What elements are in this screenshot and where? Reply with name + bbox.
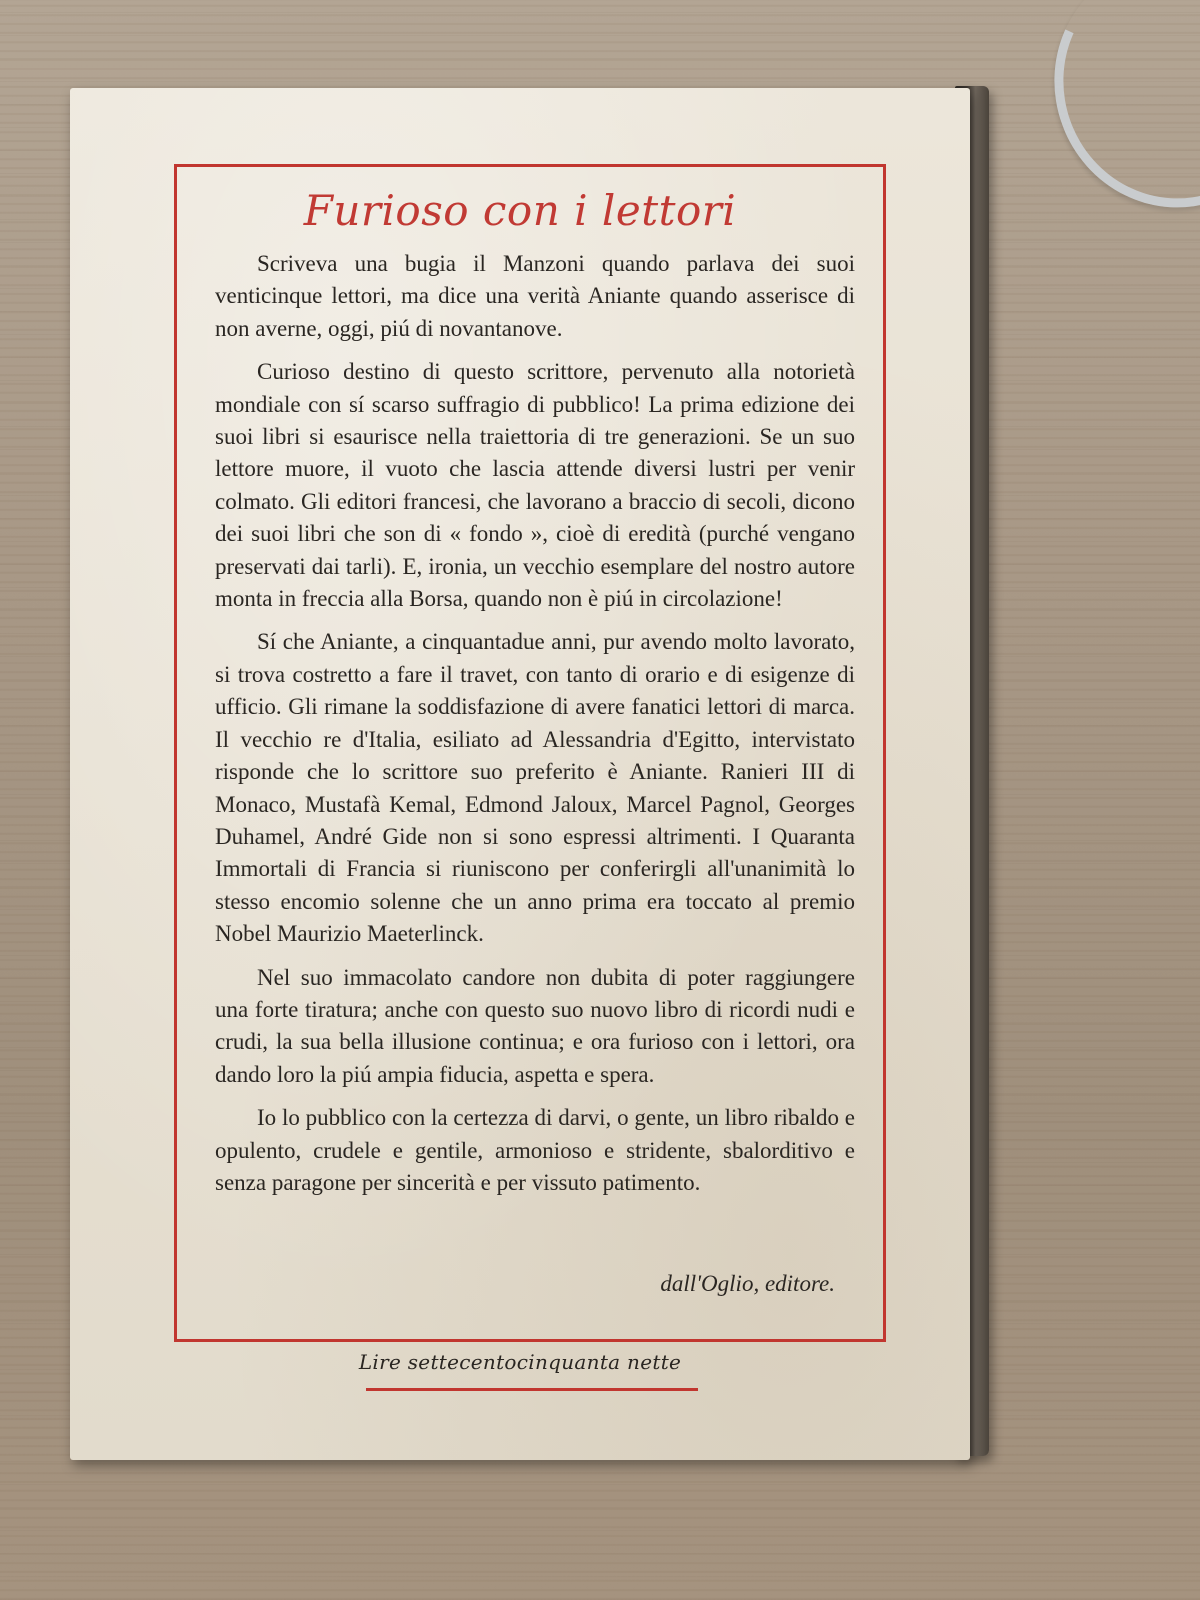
price-label: Lire settecentocinquanta nette [358, 1350, 682, 1374]
price-underline [366, 1388, 698, 1391]
blurb-text [215, 248, 855, 1210]
cable [1020, 0, 1200, 241]
paragraph: Scriveva una bugia il Manzoni quando parlava dei suoi venticinque lettori, ma dice una verità Aniante quando asserisce di non averne, oggi, piú di novantanove. [215, 251, 855, 341]
paragraph: Nel suo immacolato candore non dubita di poter raggiungere una forte tiratura; anche con questo suo nuovo libro di ricordi nudi e crudi, la sua bella illusione continua; e ora furioso con i lettori, ora dando loro la piú ampia fiducia, aspetta e spera. [215, 964, 855, 1087]
publisher-signature: dall'Oglio, editore. [660, 1271, 835, 1296]
paragraph: Curioso destino di questo scrittore, pervenuto alla notorietà mondiale con sí scarso suffragio di pubblico! La prima edizione dei suoi libri si esaurisce nella traiettoria di tre generazioni. Se un suo lettore muore, il vuoto che lascia attende diversi lustri per venir colmato. Gli editori francesi, che lavorano a braccio di secoli, dicono dei suoi libri che son di « fondo », cioè di eredità (purché vengano preservati dai tarli). E, ironia, un vecchio esemplare del nostro autore monta in freccia alla Borsa, quando non è piú in circolazione! [215, 359, 855, 612]
paragraph: Sí che Aniante, a cinquantadue anni, pur avendo molto lavorato, si trova costretto a fare il travet, con tanto di orario e di esigenze di ufficio. Gli rimane la soddisfazione di avere fanatici lettori di marca. Il vecchio re d'Italia, esiliato ad Alessandria d'Egitto, intervistato risponde che lo scrittore suo preferito è Aniante. Ranieri III di Monaco, Mustafà Kemal, Edmond Jaloux, Marcel Pagnol, Georges Duhamel, André Gide non si sono espressi altrimenti. I Quaranta Immortali di Francia si riuniscono per conferirgli all'unanimità lo stesso encomio solenne che un anno prima era toccato al premio Nobel Maurizio Maeterlinck. [215, 629, 855, 947]
book-back-cover [70, 88, 970, 1460]
paragraph: Io lo pubblico con la certezza di darvi, o gente, un libro ribaldo e opulento, crudele e gentile, armonioso e stridente, sbalorditivo e senza paragone per sincerità e per vissuto patimento. [215, 1105, 855, 1195]
cover-title: Furioso con i lettori [303, 186, 737, 235]
